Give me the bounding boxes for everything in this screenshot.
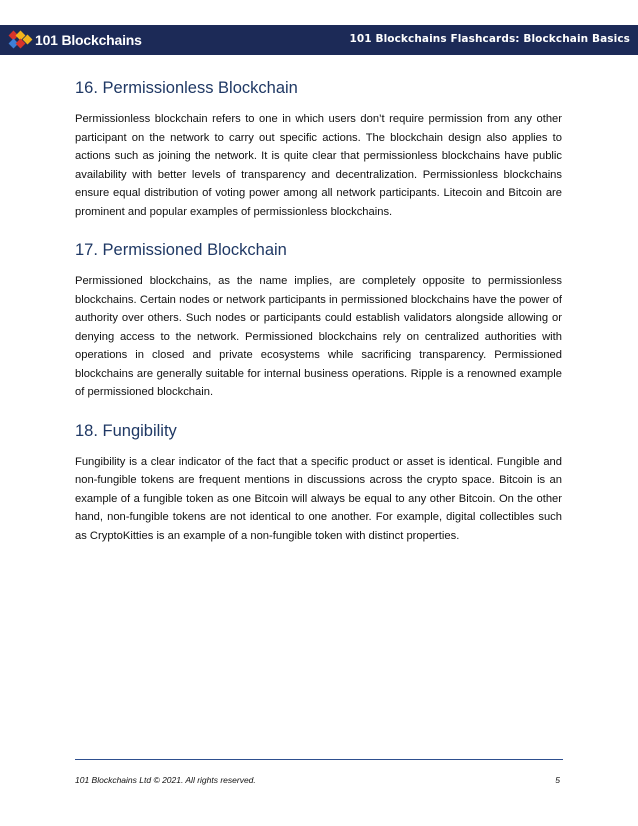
section-heading: 16. Permissionless Blockchain [75, 79, 298, 97]
logo-diamond-icon [8, 30, 32, 50]
document-title: 101 Blockchains Flashcards: Blockchain Basics [349, 33, 630, 45]
section-body: Fungibility is a clear indicator of the fact that a specific product or asset is identical. Fungible and non-fungible tokens are frequent mentions in discussions across the crypto space. Bitcoin is an example of a fungible token as one Bitcoin will always be equal to any other Bitcoin. On the other hand, non-fungible tokens are not identical to one another. For example, digital collectibles such as CryptoKitties is an example of a non-fungible token with distinct properties. [75, 455, 562, 542]
section-body: Permissionless blockchain refers to one in which users don’t require permission from any other participant on the network to carry out specific actions. The blockchain design also applies to actions such as joining the network. It is quite clear that permissionless blockchains have public availability with better levels of transparency and decentralization. Permissionless blockchains ensure equal distribution of voting power among all network participants. Litecoin and Bitcoin are prominent and popular examples of permissionless blockchains. [75, 113, 562, 218]
page-number: 5 [555, 775, 560, 785]
page-content [75, 76, 562, 562]
brand-logo [8, 30, 142, 50]
section-fungibility [75, 419, 562, 546]
footer-copyright: 101 Blockchains Ltd © 2021. All rights reserved. [75, 775, 256, 785]
section-permissionless [75, 76, 562, 221]
footer-divider [75, 759, 563, 760]
section-heading: 18. Fungibility [75, 421, 177, 440]
section-permissioned [75, 238, 562, 402]
section-body: Permissioned blockchains, as the name implies, are completely opposite to permissionless blockchains. Certain nodes or network participants in permissioned blockchains have the power of authority over others. Such nodes or participants could establish validators alongside allowing or denying access to the network. Permissioned blockchains rely on centralized authorities with operations in closed and private ecosystems while sacrificing transparency. Permissioned blockchains are generally suitable for internal business operations. Ripple is a renowned example of permissioned blockchain. [75, 275, 562, 398]
logo-text: 101 Blockchains [35, 32, 142, 48]
page-header [0, 25, 638, 55]
section-heading: 17. Permissioned Blockchain [75, 241, 287, 259]
